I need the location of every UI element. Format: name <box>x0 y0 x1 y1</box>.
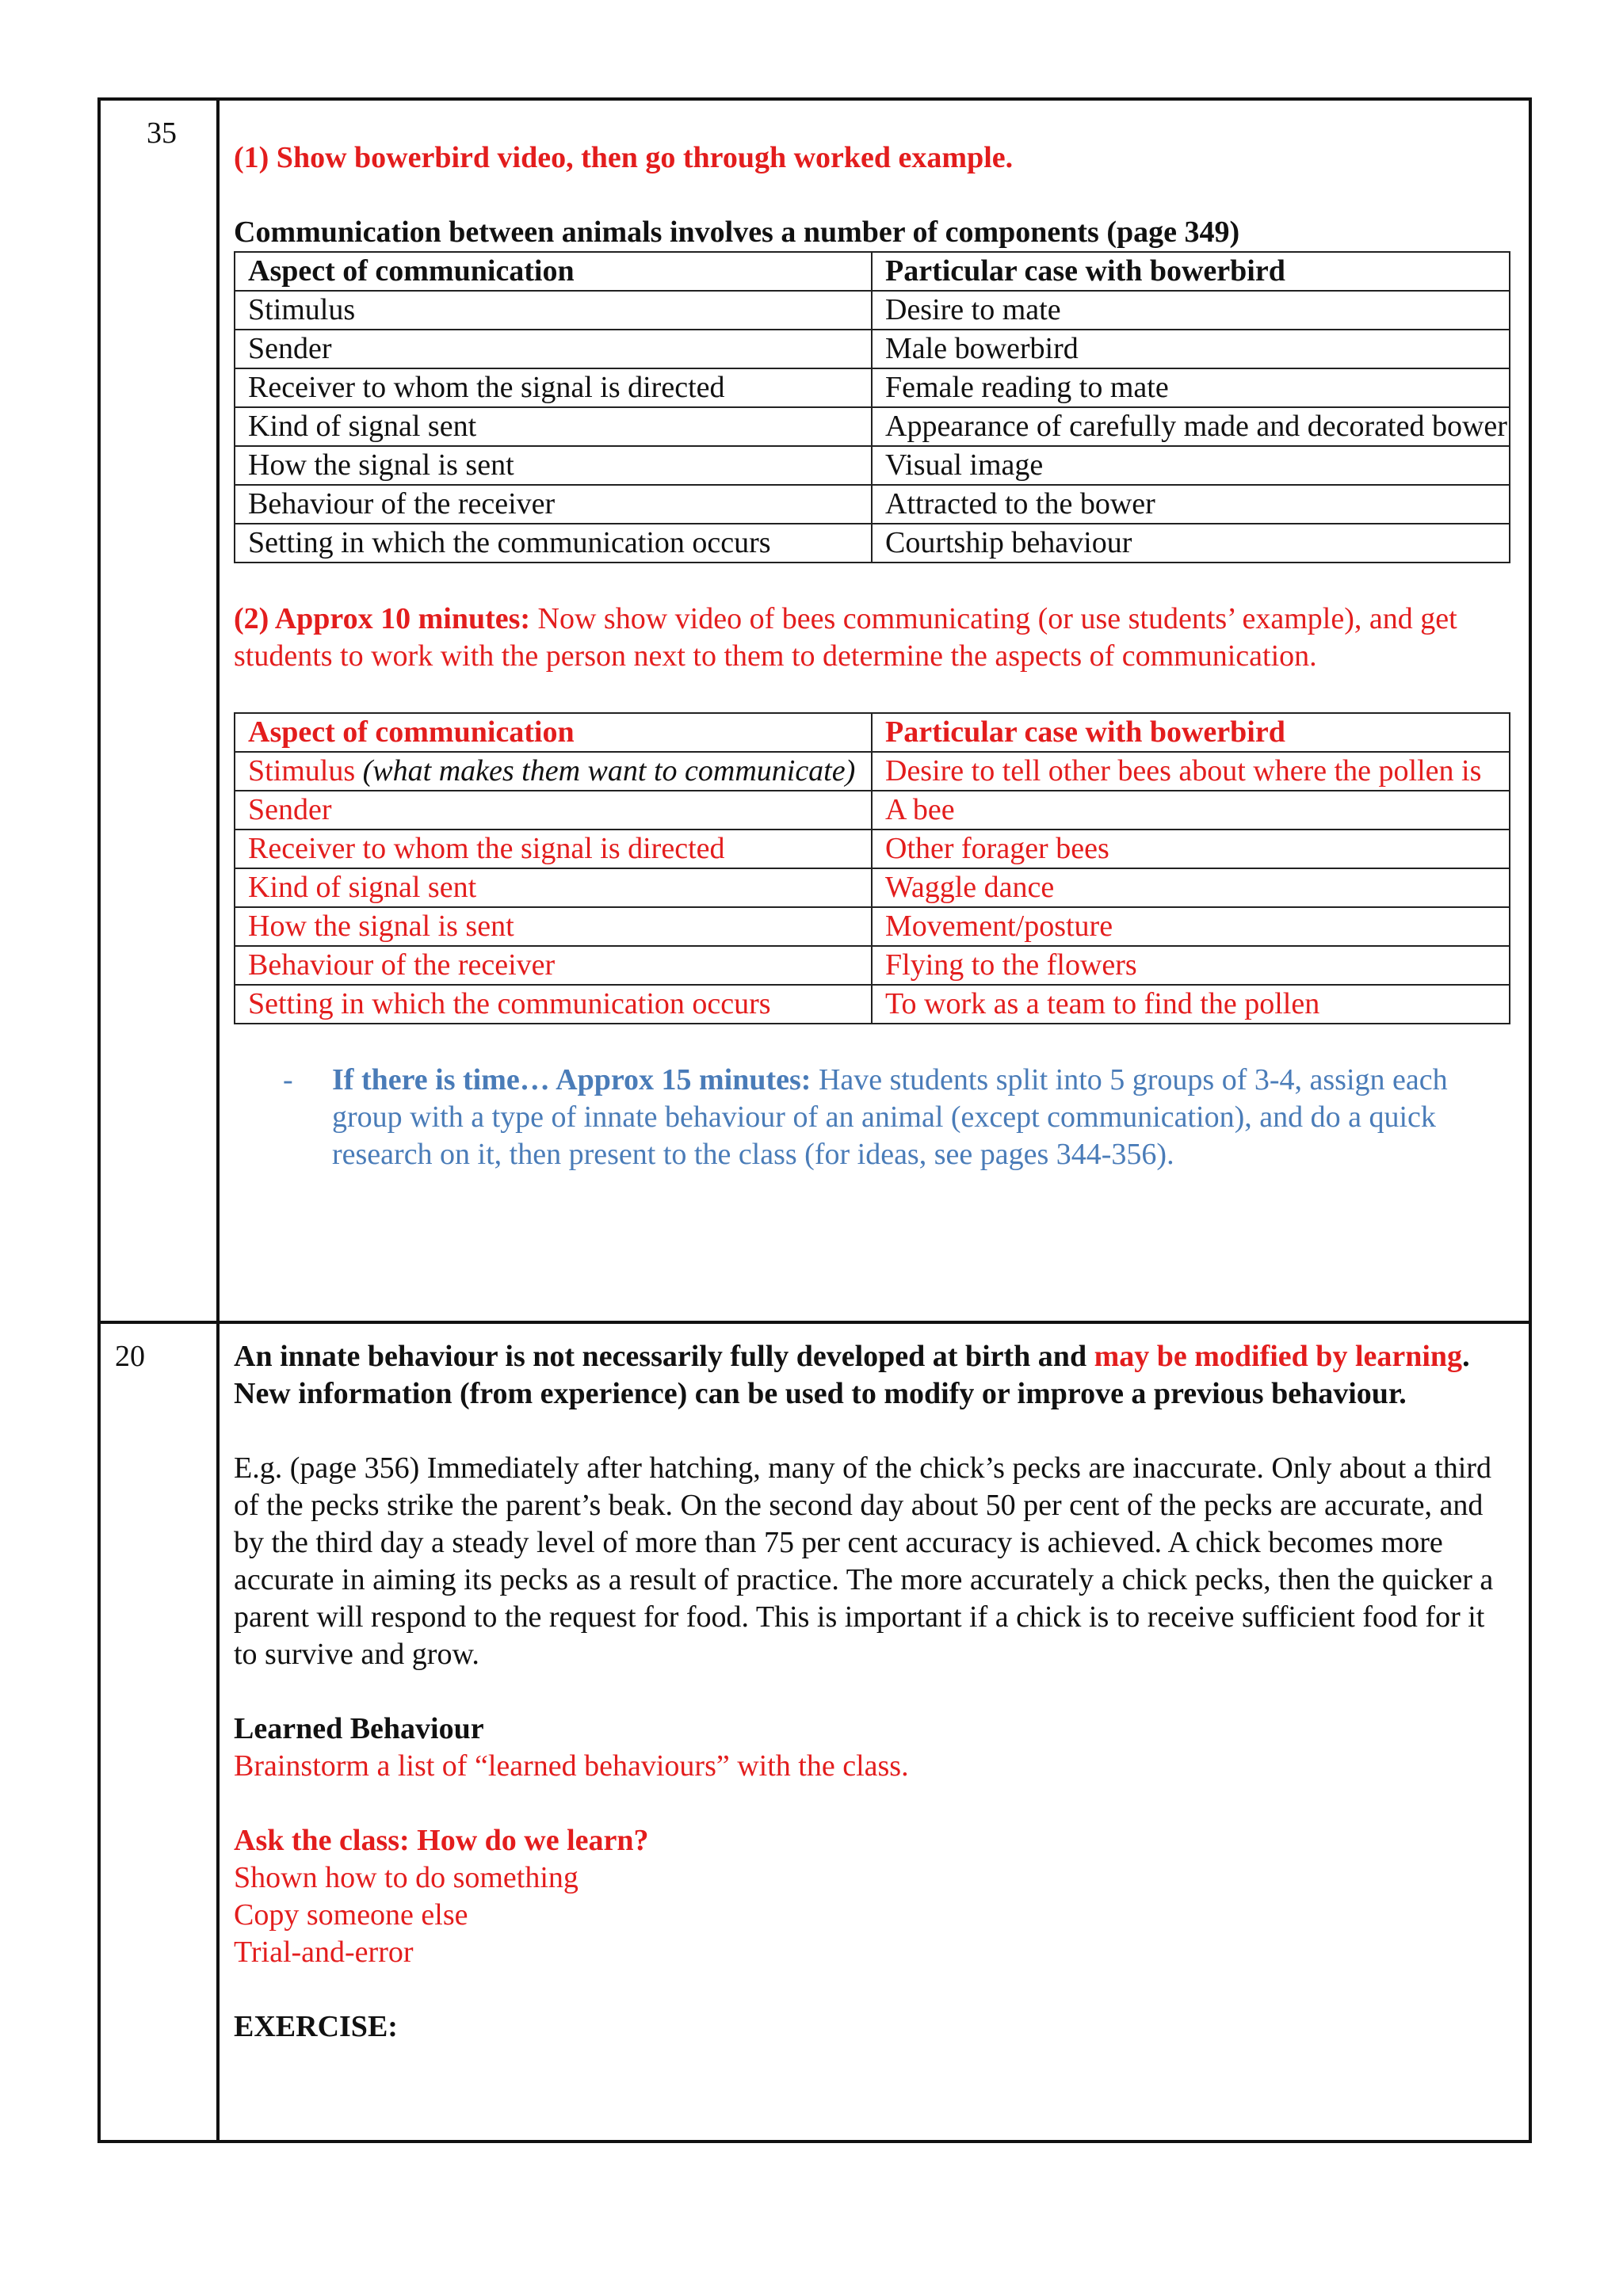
table-header-cell: Aspect of communication <box>235 252 872 291</box>
innate-intro-b: . New information (from experience) can be used to modify or improve a previous behaviour. <box>234 1340 1470 1410</box>
table-cell: Visual image <box>872 446 1510 485</box>
learned-heading: Learned Behaviour <box>234 1712 484 1745</box>
stimulus-note: (what makes them want to communicate) <box>362 754 856 788</box>
table-cell: Setting in which the communication occurs <box>235 985 872 1024</box>
table-cell: Behaviour of the receiver <box>235 485 872 524</box>
table-row <box>235 446 1510 485</box>
time-value: 35 <box>147 116 177 150</box>
chick-example: E.g. (page 356) Immediately after hatching, many of the chick’s pecks are inaccurate. Only about a third of the pecks strike the parent’s beak. On the second day about 50 per cent of the pecks are accurate, and by the third day a steady level of more than 75 per cent accuracy is achieved. A chick becomes more accurate in aiming its pecks as a result of practice. The more accurately a chick pecks, then the quicker a parent will respond to the request for food. This is important if a chick is to receive sufficient food for it to survive and grow. <box>234 1451 1494 1671</box>
table-cell: Other forager bees <box>872 830 1510 868</box>
lesson-row-20 <box>99 1322 1530 2142</box>
learning-way: Trial-and-error <box>234 1936 414 1969</box>
bowerbird-table <box>234 251 1510 563</box>
table-cell: Sender <box>235 791 872 830</box>
time-value: 20 <box>115 1340 145 1373</box>
table-cell: Kind of signal sent <box>235 868 872 907</box>
table-cell: Sender <box>235 330 872 368</box>
table-cell: A bee <box>872 791 1510 830</box>
table-header-row <box>235 252 1510 291</box>
table-row <box>235 791 1510 830</box>
learning-way: Copy someone else <box>234 1898 468 1932</box>
content-cell <box>218 1322 1530 2142</box>
table-cell: Courtship behaviour <box>872 524 1510 563</box>
table-cell: Receiver to whom the signal is directed <box>235 830 872 868</box>
table-row <box>235 407 1510 446</box>
time-cell <box>99 1322 218 2142</box>
table-header-row <box>235 713 1510 752</box>
table-header-cell: Aspect of communication <box>235 713 872 752</box>
table-cell: Desire to tell other bees about where the pollen is <box>872 752 1510 791</box>
innate-intro <box>234 1338 1511 1413</box>
bees-instructions-text: Now show video of bees communicating (or use students’ example), and get students to work with the person next to them to determine the aspects of communication. <box>234 602 1457 673</box>
table-cell: Kind of signal sent <box>235 407 872 446</box>
table-cell: Female reading to mate <box>872 368 1510 407</box>
table-row <box>235 946 1510 985</box>
table-row <box>235 524 1510 563</box>
table-row <box>235 330 1510 368</box>
lesson-plan-table <box>97 97 1532 2143</box>
ask-class-question: Ask the class: How do we learn? <box>234 1824 649 1857</box>
table-cell: Stimulus <box>235 291 872 330</box>
bowerbird-heading: (1) Show bowerbird video, then go through worked example. <box>234 141 1014 174</box>
table-cell: How the signal is sent <box>235 446 872 485</box>
table-row <box>235 752 1510 791</box>
extension-bullet <box>234 1062 1511 1173</box>
lesson-row-35 <box>99 99 1530 1322</box>
table-row <box>235 985 1510 1024</box>
table-row <box>235 368 1510 407</box>
time-cell <box>99 99 218 1322</box>
table-header-cell: Particular case with bowerbird <box>872 713 1510 752</box>
table-cell: Movement/posture <box>872 907 1510 946</box>
bullet-dash: - <box>283 1063 293 1097</box>
bees-instructions <box>234 601 1511 675</box>
table-cell: Desire to mate <box>872 291 1510 330</box>
table-row <box>235 868 1510 907</box>
table-cell: Male bowerbird <box>872 330 1510 368</box>
table-row <box>235 907 1510 946</box>
table-cell <box>235 752 872 791</box>
table-cell: Setting in which the communication occurs <box>235 524 872 563</box>
extension-label: If there is time… Approx 15 minutes: <box>332 1063 812 1097</box>
content-cell <box>218 99 1530 1322</box>
extension-body: Have students split into 5 groups of 3-4, assign each group with a type of innate behaviour of an animal (except communication), and do a quick research on it, then present to the class (for ideas, see pages 344-356). <box>332 1063 1448 1171</box>
learned-brainstorm: Brainstorm a list of “learned behaviours” with the class. <box>234 1749 909 1783</box>
table-row <box>235 485 1510 524</box>
innate-intro-highlight: may be modified by learning <box>1094 1340 1463 1373</box>
table-row <box>235 830 1510 868</box>
exercise-heading: EXERCISE: <box>234 2010 398 2043</box>
table-cell: How the signal is sent <box>235 907 872 946</box>
extension-text <box>332 1062 1511 1173</box>
table-cell: To work as a team to find the pollen <box>872 985 1510 1024</box>
table-cell: Behaviour of the receiver <box>235 946 872 985</box>
table-header-cell: Particular case with bowerbird <box>872 252 1510 291</box>
communication-heading: Communication between animals involves a number of components (page 349) <box>234 215 1240 249</box>
table-cell: Flying to the flowers <box>872 946 1510 985</box>
stimulus-label: Stimulus <box>248 754 363 788</box>
learning-way: Shown how to do something <box>234 1861 579 1894</box>
table-row <box>235 291 1510 330</box>
bees-table <box>234 712 1510 1024</box>
table-cell: Waggle dance <box>872 868 1510 907</box>
table-cell: Appearance of carefully made and decorated bower <box>872 407 1510 446</box>
table-cell: Receiver to whom the signal is directed <box>235 368 872 407</box>
table-cell: Attracted to the bower <box>872 485 1510 524</box>
bees-instructions-label: (2) Approx 10 minutes: <box>234 602 531 635</box>
innate-intro-a: An innate behaviour is not necessarily fully developed at birth and <box>234 1340 1094 1373</box>
